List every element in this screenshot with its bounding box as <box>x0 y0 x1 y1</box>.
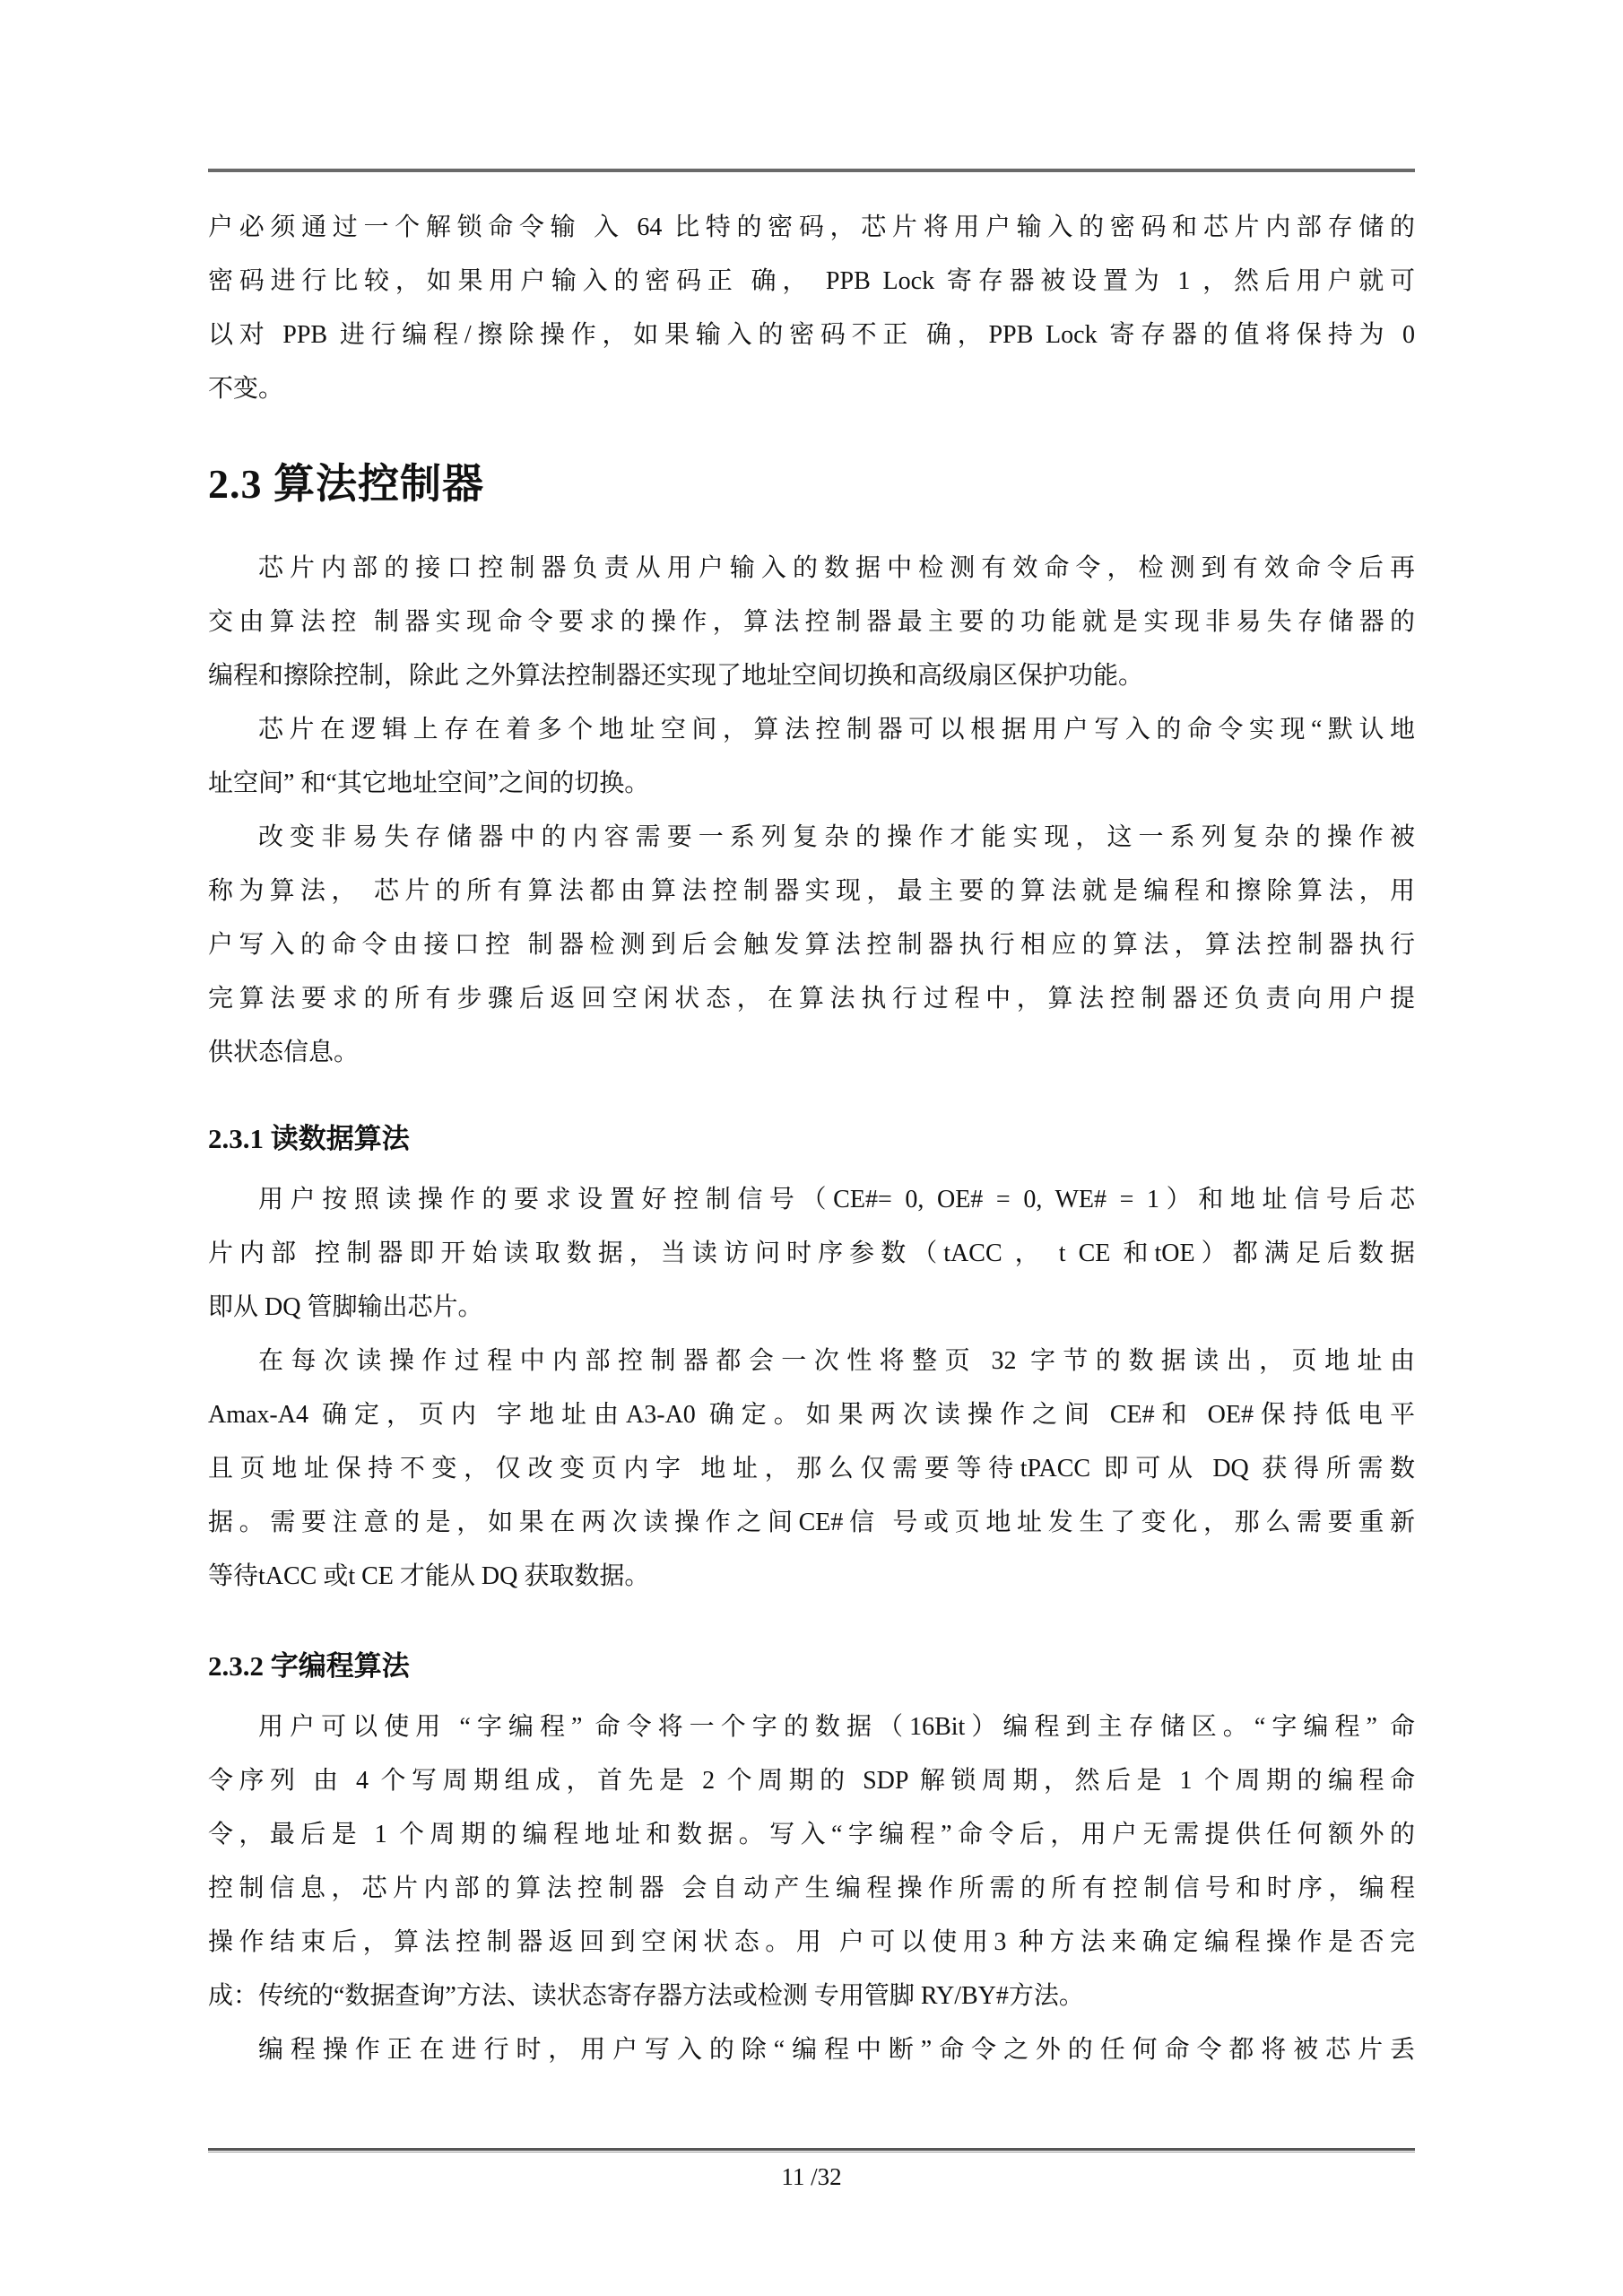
paragraph <box>208 542 1415 703</box>
text-line: 令序列 由 4 个写周期组成，首先是 2 个周期的 SDP 解锁周期，然后是 1 个周期的编程命 <box>208 1767 1415 1795</box>
paragraph <box>208 1700 1415 2023</box>
text-line: 操作结束后，算法控制器返回到空闲状态。用 户可以使用3 种方法来确定编程操作是否完 <box>208 1928 1415 1956</box>
text-line: 交由算法控 制器实现命令要求的操作，算法控制器最主要的功能就是实现非易失存储器的 <box>208 608 1415 636</box>
page-number: 11 /32 <box>781 2163 842 2190</box>
text-line: 在每次读操作过程中内部控制器都会一次性将整页 32 字节的数据读出，页地址由 <box>258 1347 1415 1375</box>
text-line: Amax-A4 确定，页内 字地址由A3-A0 确定。如果两次读操作之间 CE#和 OE#保持低电平 <box>208 1401 1415 1429</box>
text-line: 密码进行比较，如果用户输入的密码正 确， PPB Lock 寄存器被设置为 1 ，然后用户就可 <box>208 267 1415 295</box>
subsection-heading-2-3-1: 2.3.1 读数据算法 <box>208 1123 410 1154</box>
text-line: 据。需要注意的是，如果在两次读操作之间CE#信 号或页地址发生了变化，那么需要重新 <box>208 1509 1415 1536</box>
subsection-heading-2-3-2: 2.3.2 字编程算法 <box>208 1650 410 1682</box>
text-line: 即从 DQ 管脚输出芯片。 <box>208 1293 483 1321</box>
section-heading-2-3: 2.3 算法控制器 <box>208 461 484 507</box>
paragraph <box>208 2023 1415 2077</box>
text-line: 供状态信息。 <box>208 1039 360 1066</box>
text-line: 户写入的命令由接口控 制器检测到后会触发算法控制器执行相应的算法，算法控制器执行 <box>208 931 1415 959</box>
text-line: 称为算法， 芯片的所有算法都由算法控制器实现，最主要的算法就是编程和擦除算法，用 <box>208 877 1415 905</box>
page-content <box>208 172 1415 2077</box>
text-line: 芯片内部的接口控制器负责从用户输入的数据中检测有效命令，检测到有效命令后再 <box>258 554 1415 582</box>
text-line: 用户可以使用 “字编程” 命令将一个字的数据（16Bit）编程到主存储区。“字编程” 命 <box>258 1713 1415 1741</box>
text-line: 编程和擦除控制，除此 之外算法控制器还实现了地址空间切换和高级扇区保护功能。 <box>208 662 1144 690</box>
text-line: 不变。 <box>208 375 284 403</box>
text-line: 令，最后是 1 个周期的编程地址和数据。写入“字编程”命令后，用户无需提供任何额外的 <box>208 1821 1415 1848</box>
text-line: 成：传统的“数据查询”方法、读状态寄存器方法或检测 专用管脚 RY/BY#方法。 <box>208 1982 1084 2010</box>
paragraph <box>208 703 1415 811</box>
text-line: 片内部 控制器即开始读取数据，当读访问时序参数（tACC ， t CE 和tOE）都满足后数据 <box>208 1239 1415 1267</box>
text-line: 以对 PPB 进行编程/擦除操作，如果输入的密码不正 确，PPB Lock 寄存器的值将保持为 0 <box>208 321 1415 349</box>
paragraph-intro <box>208 201 1415 416</box>
text-line: 等待tACC 或t CE 才能从 DQ 获取数据。 <box>208 1562 650 1590</box>
text-line: 户必须通过一个解锁命令输 入 64 比特的密码，芯片将用户输入的密码和芯片内部存储的 <box>208 213 1415 241</box>
text-line: 且页地址保持不变，仅改变页内字 地址，那么仅需要等待tPACC 即可从 DQ 获得所需数 <box>208 1455 1415 1483</box>
text-line: 改变非易失存储器中的内容需要一系列复杂的操作才能实现，这一系列复杂的操作被 <box>258 823 1415 851</box>
text-line: 编程操作正在进行时，用户写入的除“编程中断”命令之外的任何命令都将被芯片丢 <box>258 2036 1415 2064</box>
text-line: 用户按照读操作的要求设置好控制信号（CE#= 0, OE# = 0, WE# = 1）和地址信号后芯 <box>258 1186 1415 1213</box>
text-line: 芯片在逻辑上存在着多个地址空间，算法控制器可以根据用户写入的命令实现“默认地 <box>258 716 1415 744</box>
paragraph <box>208 1173 1415 1335</box>
text-line: 完算法要求的所有步骤后返回空闲状态，在算法执行过程中，算法控制器还负责向用户提 <box>208 985 1415 1013</box>
text-line: 址空间” 和“其它地址空间”之间的切换。 <box>208 770 650 797</box>
text-line: 控制信息，芯片内部的算法控制器 会自动产生编程操作所需的所有控制信号和时序，编程 <box>208 1874 1415 1902</box>
page-footer <box>208 2148 1415 2201</box>
paragraph <box>208 1335 1415 1604</box>
paragraph <box>208 811 1415 1080</box>
